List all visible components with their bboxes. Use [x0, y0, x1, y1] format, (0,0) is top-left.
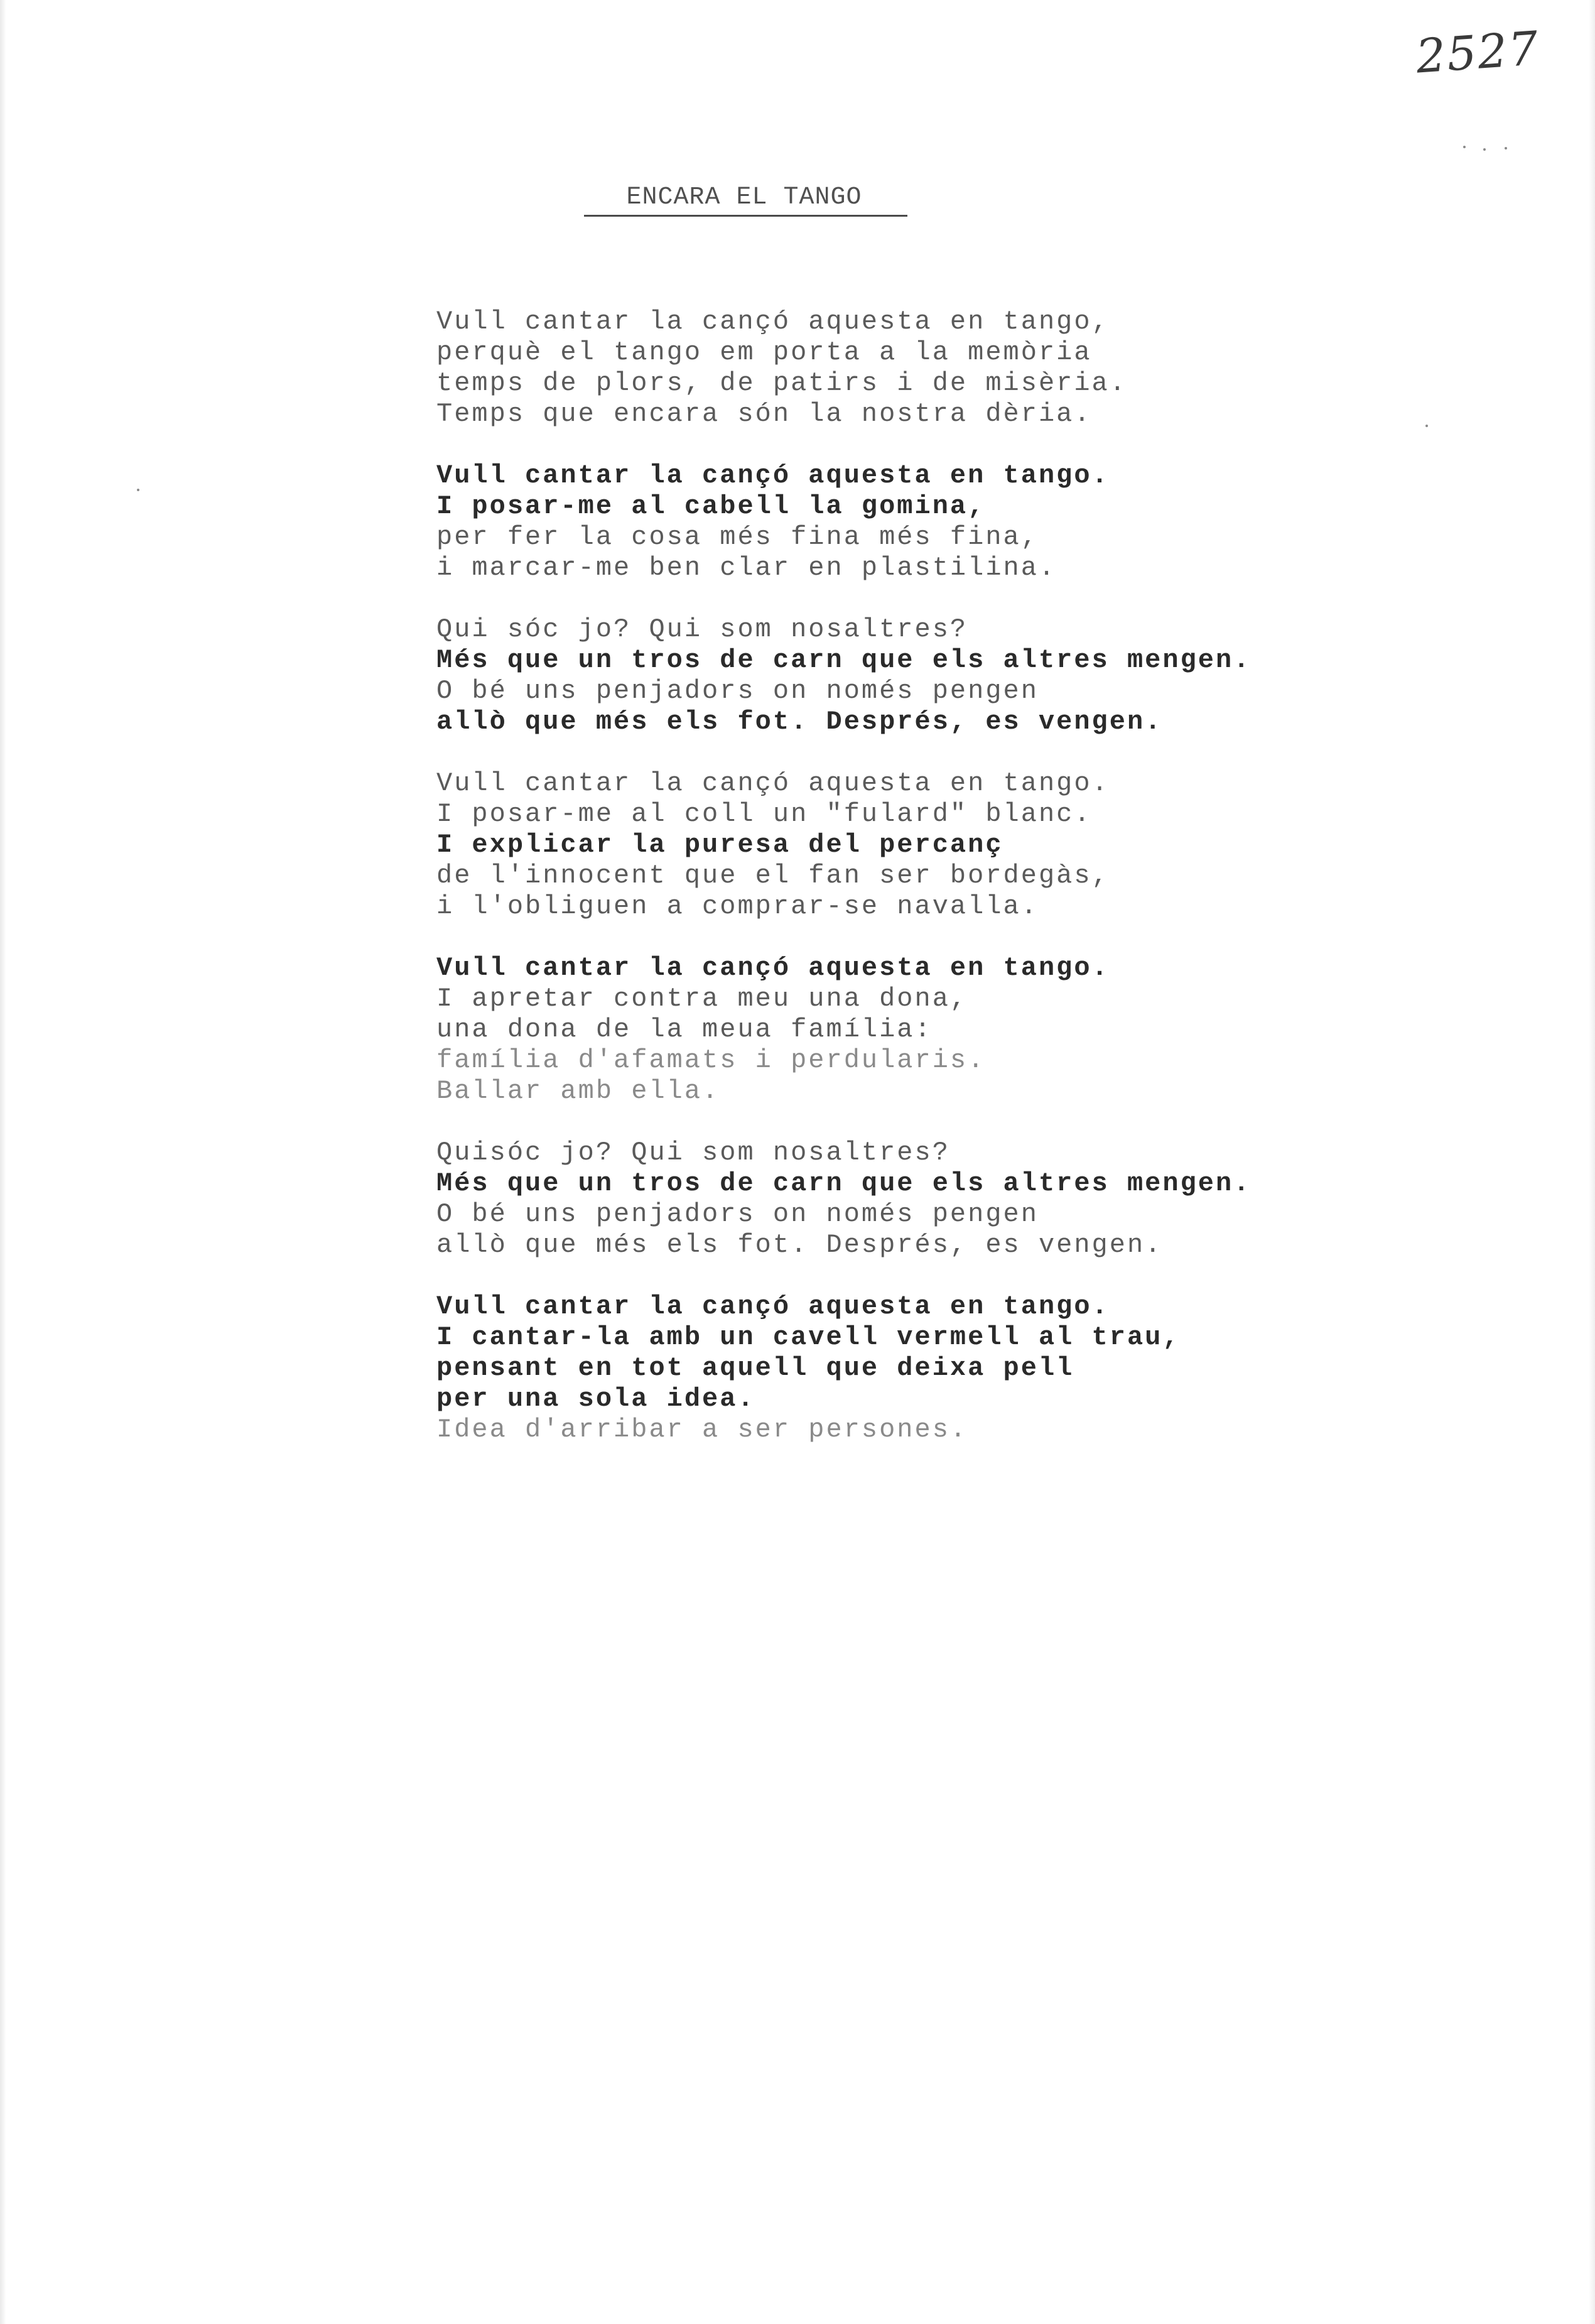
verse-line: Vull cantar la cançó aquesta en tango. — [436, 460, 1110, 491]
verse-line: I explicar la puresa del percanç — [436, 830, 1003, 860]
stray-mark — [1463, 146, 1466, 148]
page-edge-right — [1589, 0, 1595, 2324]
verse-line: Temps que encara són la nostra dèria. — [436, 399, 1092, 429]
verse-line: Qui sóc jo? Qui som nosaltres? — [436, 614, 968, 644]
stanza — [436, 953, 1378, 1107]
stanza — [436, 768, 1378, 922]
verse-line: temps de plors, de patirs i de misèria. — [436, 368, 1127, 398]
verse-line: perquè el tango em porta a la memòria — [436, 337, 1092, 367]
verse-line: O bé uns penjadors on només pengen — [436, 676, 1039, 706]
stray-mark — [1483, 148, 1486, 151]
verse-line: pensant en tot aquell que deixa pell — [436, 1353, 1074, 1383]
verse-line: allò que més els fot. Després, es vengen. — [436, 1230, 1163, 1260]
verse-line: I cantar-la amb un cavell vermell al trau, — [436, 1322, 1181, 1352]
verse-line: Quisóc jo? Qui som nosaltres? — [436, 1138, 950, 1168]
stray-mark — [1425, 425, 1428, 427]
verse-line: Idea d'arribar a ser persones. — [436, 1414, 968, 1445]
poem-title: ENCARA EL TANGO — [626, 183, 862, 212]
verse-line: Vull cantar la cançó aquesta en tango. — [436, 768, 1110, 798]
stanza — [436, 460, 1378, 584]
verse-line: I apretar contra meu una dona, — [436, 984, 968, 1014]
handwritten-document-number: 2527 — [1414, 21, 1542, 84]
verse-line: allò que més els fot. Després, es vengen. — [436, 707, 1163, 737]
verse-line: O bé uns penjadors on només pengen — [436, 1199, 1039, 1229]
verse-line: una dona de la meua família: — [436, 1014, 933, 1045]
verse-line: Més que un tros de carn que els altres mengen. — [436, 1168, 1252, 1198]
verse-line: I posar-me al cabell la gomina, — [436, 491, 986, 521]
stanza — [436, 614, 1378, 737]
verse-line: Vull cantar la cançó aquesta en tango. — [436, 1291, 1110, 1322]
verse-line: de l'innocent que el fan ser bordegàs, — [436, 861, 1110, 891]
verse-line: per fer la cosa més fina més fina, — [436, 522, 1039, 552]
poem-body — [436, 307, 1378, 1476]
verse-line: Més que un tros de carn que els altres mengen. — [436, 645, 1252, 675]
stanza — [436, 307, 1378, 430]
stanza — [436, 1291, 1378, 1445]
verse-line: Vull cantar la cançó aquesta en tango. — [436, 953, 1110, 983]
verse-line: Vull cantar la cançó aquesta en tango, — [436, 307, 1110, 337]
title-underline — [584, 215, 907, 217]
verse-line: família d'afamats i perdularis. — [436, 1045, 986, 1075]
stanza — [436, 1138, 1378, 1261]
verse-line: I posar-me al coll un "fulard" blanc. — [436, 799, 1092, 829]
page-edge-left — [0, 0, 6, 2324]
stray-mark — [1505, 147, 1507, 149]
verse-line: per una sola idea. — [436, 1384, 755, 1414]
verse-line: i l'obliguen a comprar-se navalla. — [436, 891, 1039, 921]
verse-line: Ballar amb ella. — [436, 1076, 720, 1106]
stray-mark — [137, 489, 139, 491]
verse-line: i marcar-me ben clar en plastilina. — [436, 553, 1057, 583]
